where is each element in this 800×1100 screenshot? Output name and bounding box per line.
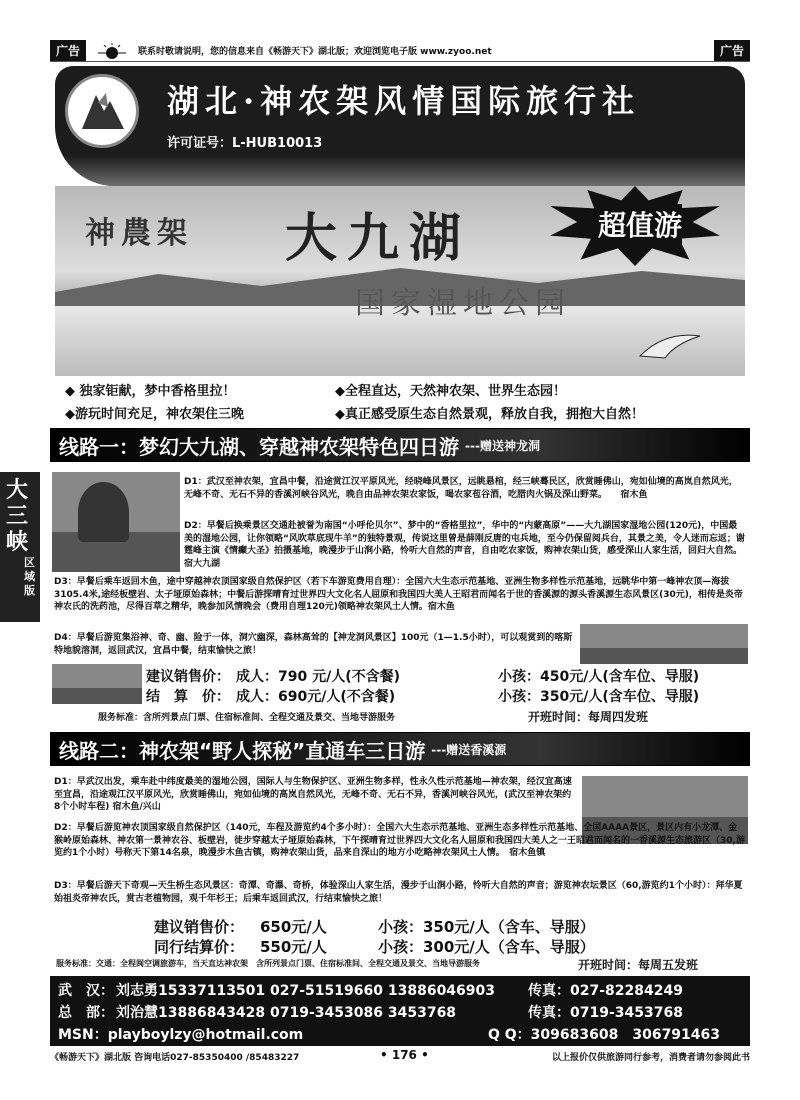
ad-tag-right: 广告 [714, 40, 750, 61]
suggested-adult-price: 650元/人 [260, 918, 327, 936]
suggested-price-label: 建议销售价： [146, 669, 230, 685]
footer-publisher: 《畅游天下》湖北版 咨询电话027-85350400 /85483227 [50, 1053, 300, 1063]
departure-schedule: 开班时间：每周四发班 [528, 710, 649, 724]
settle-price-label: 结 算 价： [146, 689, 230, 705]
hq-label: 总 部： [58, 1005, 114, 1021]
banner-title-main: 大九湖 [285, 208, 472, 269]
suggested-child-price: 小孩：350元/人（含车、导服） [378, 918, 595, 936]
route-one-day1: D1：武汉至神农架，宜昌中餐，沿途赏江汉平原风光，经晓峰风景区，远眺悬棺，经三峡蓦民区，欣赏睡佛山，宛如仙境的高岚自然风光，无峰不奇、无石不异的香溪河峡谷风光，晚自由品神农架农家饭，喝农家苞谷酒，吃腊肉火锅及深山野菜。 宿木鱼 [184, 477, 738, 500]
promo-burst-text: 超值游 [598, 204, 682, 244]
feature-item: ◆真正感受原生态自然景观，释放自我，拥抱大自然！ [335, 407, 644, 422]
hq-fax: 传真：0719-3453768 [528, 1005, 683, 1021]
suggested-adult-price: 成人：790 元/人(不含餐) [236, 669, 401, 685]
route-one-day4: D4：早餐后游览集浴神、奇、幽、险于一体，洞穴幽深，森林高耸的【神龙洞风景区】100元（1—1.5小时），可以观赏到的喀斯特地貌溶洞，返回武汉，宜昌中餐，结束愉快之旅！ [54, 633, 573, 656]
route-one-title: 线路一：梦幻大九湖、穿越神农架特色四日游 [59, 434, 459, 459]
suggested-price-label: 建议销售价： [154, 918, 245, 936]
wuhan-contact: 刘志勇15337113501 027-51519660 13886046903 [116, 983, 496, 999]
settle-child-price: 小孩：300元/人（含车、导服） [378, 938, 595, 956]
route-two-day3: D3：早餐后游天下奇观—天生桥生态风景区：奇潭、奇瀑、奇桥，体验深山人家生活，漫步于山涧小路，怜听大自然的声音；游览神农坛景区（60,游览约1个小时）：拜华夏始祖炎帝神农氏，赏古老植物园，观千年杉王；后乘车返回武汉，行结束愉快之旅！ [54, 881, 743, 904]
feature-item: ◆全程直达，天然神农架、世界生态园！ [335, 384, 566, 399]
route-one-gift: ---赠送神龙洞 [465, 438, 540, 453]
feature-item: ◆ 独家钜献，梦中香格里拉！ [65, 384, 236, 399]
route-one-prices [50, 666, 750, 706]
service-standard: 服务标准：交通：全程闽空调旅游车，当天直达神农架 含所列景点门票、住宿标准间、全程交通及景交、当地导游服务 [56, 959, 480, 968]
settle-adult-price: 成人：690元/人(不含餐) [236, 689, 396, 705]
ad-tag-left: 广告 [50, 40, 86, 61]
crane-icon [635, 326, 705, 366]
region-side-tag [0, 472, 40, 622]
route-two-day2: D2：早餐后游览神农顶国家级自然保护区（140元，车程及游览约4个多小时）：全国六大生态示范基地、亚洲生态多样性示范基地、全国AAAA景区，景区内有小龙潭、金猴岭原始森林、神农第一景神农谷、板壁岩，徒步穿越太子垭原始森林，下午探晴育过世界四大文化名人屈原和我国四大美人之一王昭君而闻名的一香溪源生态旅游区（30,游览约1个小时）号称天下第14名泉，晚漫步木鱼古镇，购神农架山货，品来自深山的地方小吃略神农架风土人情。 宿木鱼镇 [54, 823, 745, 858]
wuhan-fax: 传真：027-82284249 [528, 983, 683, 999]
hq-contact: 刘治慧13886843428 0719-3453086 3453768 [116, 1005, 457, 1021]
top-bar [50, 40, 750, 62]
route-two-day1: D1：早武汉出发，乘车赴中纬度最美的湿地公园，国际人与生物保护区、亚洲生物多样，性永久性示范基地—神农架，经汉宜高速至宜昌，沿途观江汉平原风光，欣赏睡佛山，宛如仙境的高岚自然风光，无峰不奇、无石不异，香溪河峡谷风光，(武汉至神农架约8个小时车程) 宿木鱼/兴山 [54, 777, 572, 812]
agency-header [55, 66, 745, 186]
agency-emblem-icon [65, 74, 139, 148]
qq-contact: Q Q：309683608 306791463 [488, 1027, 721, 1043]
page-footer [50, 1050, 750, 1063]
settle-adult-price: 550元/人 [260, 938, 327, 956]
hero-banner [55, 186, 745, 376]
route-two-title-bar [50, 732, 750, 766]
settle-price-label: 同行结算价： [154, 938, 245, 956]
magazine-logo-icon [92, 42, 132, 60]
suggested-child-price: 小孩：450元/人(含车位、导服) [498, 669, 700, 685]
feature-list [55, 376, 745, 424]
page-number: • 176 • [380, 1048, 429, 1062]
footer-disclaimer: 以上报价仅供旅游同行参考，消费者请勿参阅此书 [551, 1053, 750, 1063]
tree-lake-photo [52, 472, 180, 572]
route-one-title-bar [50, 428, 750, 462]
route-one-day3: D3：早餐后乘车返回木鱼，途中穿越神农顶国家级自然保护区（若下车游览费用自理）：全国六大生态示范基地、亚洲生物多样性示范基地，远眺华中第一峰神农顶—海拔3105.4米,途经板壁岩、太子垭原始森林；中餐后游探晴育过世界四大文化名人屈原和我国四大美人王昭君而闻名于世的香溪源的源头香溪源生态风景区(30元)，相传是炎帝神农氏的洗药池，尽得百草之精华，晚参加风情晚会（费用自理120元)领略神农架风土人情。宿木鱼 [54, 577, 743, 612]
contact-block [50, 976, 750, 1046]
feature-item: ◆游玩时间充足，神农架住三晚 [65, 407, 244, 422]
banner-title-prefix: 神農架 [85, 216, 193, 251]
region-name: 大三峡 [6, 478, 29, 555]
departure-schedule: 开班时间：每周五发班 [578, 958, 699, 972]
source-note: 联系时敬请说明，您的信息来自《畅游天下》湖北版；欢迎浏览电子版 www.zyoo.net [138, 47, 492, 57]
msn-contact: MSN：playboylzy@hotmail.com [58, 1027, 304, 1043]
region-edition: 区域版 [24, 556, 35, 597]
lake-scenery-photo [580, 624, 748, 664]
license-number: 许可证号：L-HUB10013 [167, 136, 323, 151]
banner-subtitle: 国家湿地公园 [355, 286, 571, 321]
route-two-gift: ---赠送香溪源 [431, 742, 507, 757]
route-two-prices [50, 916, 750, 956]
route-two-title: 线路二：神农架“野人探秘”直通车三日游 [59, 738, 426, 763]
wuhan-label: 武 汉： [58, 983, 114, 999]
company-name: 湖北·神农架风情国际旅行社 [167, 82, 641, 120]
service-standard: 服务标准：含所列景点门票、住宿标准间、全程交通及景交、当地导游服务 [98, 713, 396, 723]
route-one-day2: D2：早餐后换乘景区交通赴被誉为南国“小呼伦贝尔”、梦中的“香格里拉”，华中的“内蒙高原”——大九湖国家湿地公园(120元)，中国最美的湿地公园，让你领略“风吹草底现牛羊”的独特景观，传说这里曾是薛刚反唐的屯兵地，至今仍保留阅兵台，其景之美，令人迷而忘返；谢霆峰主演《情癫大圣》拍摄基地，晚漫步于山涧小路，怜听大自然的声音，自由吃农家饭，购神农架山货，感受深山人家生活，回归大自然。 宿大九湖 [184, 521, 756, 569]
settle-child-price: 小孩：350元/人(含车位、导服) [498, 689, 700, 705]
